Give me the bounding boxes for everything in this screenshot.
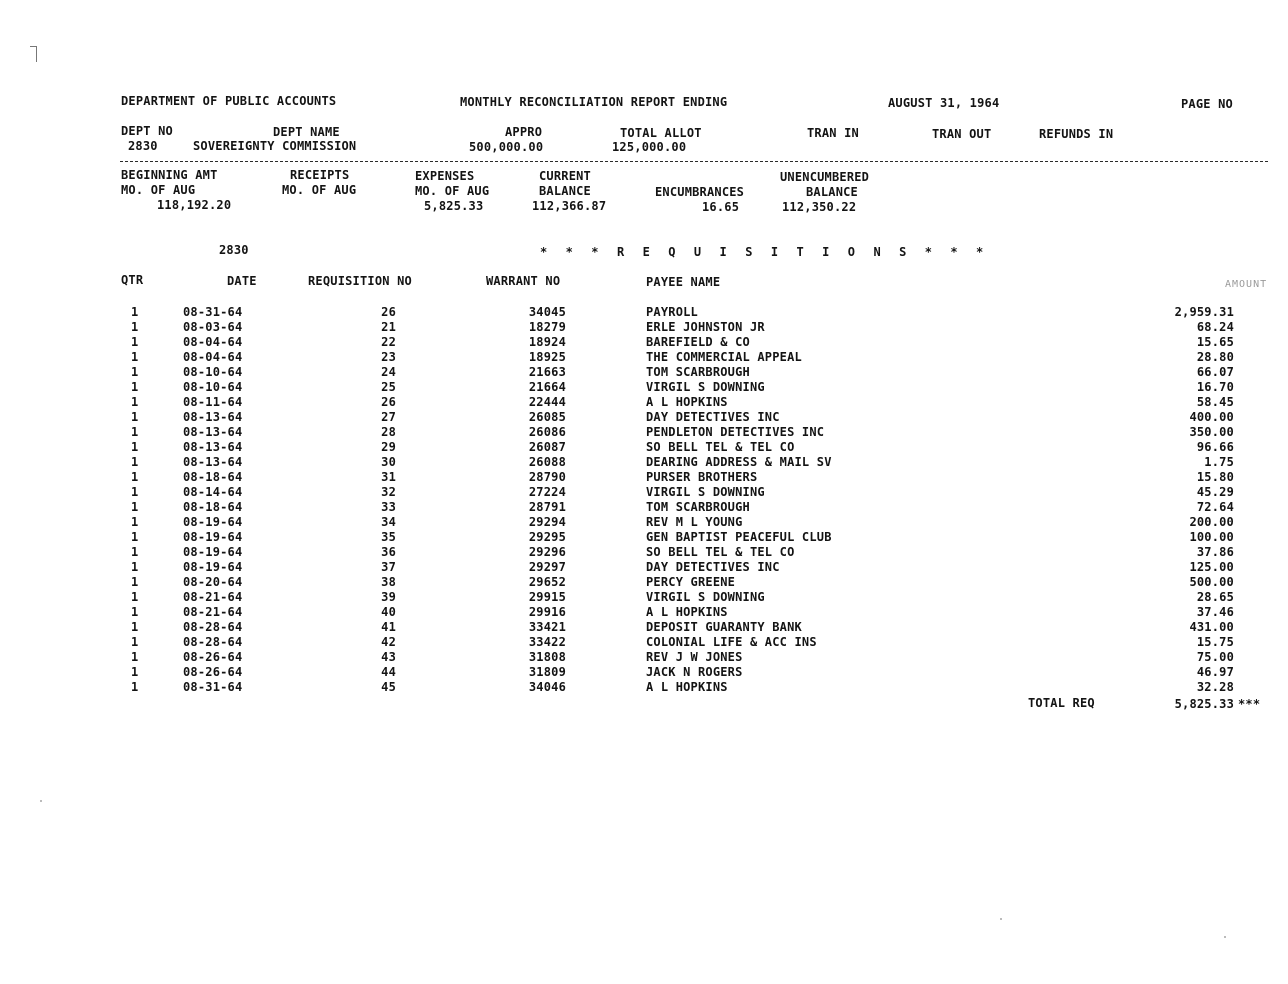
cell-payee-name: TOM SCARBROUGH [646, 365, 750, 379]
cell-requisition-no: 36 [381, 545, 396, 559]
cell-qtr: 1 [131, 350, 139, 364]
cell-payee-name: COLONIAL LIFE & ACC INS [646, 635, 817, 649]
cell-qtr: 1 [131, 395, 139, 409]
cell-requisition-no: 40 [381, 605, 396, 619]
report-date: AUGUST 31, 1964 [888, 96, 1000, 110]
cell-amount: 68.24 [1196, 320, 1234, 334]
expenses-label: EXPENSES [415, 169, 475, 183]
cell-requisition-no: 31 [381, 470, 396, 484]
cell-payee-name: A L HOPKINS [646, 605, 728, 619]
unencumbered-label: UNENCUMBERED [780, 170, 870, 184]
cell-requisition-no: 23 [381, 350, 396, 364]
cell-payee-name: PURSER BROTHERS [646, 470, 758, 484]
cell-amount: 2,959.31 [1174, 305, 1234, 319]
table-row [0, 665, 1288, 680]
cell-payee-name: DAY DETECTIVES INC [646, 560, 780, 574]
col-header-warrant-no: WARRANT NO [486, 274, 561, 288]
current-balance-value: 112,366.87 [532, 199, 607, 213]
table-row [0, 485, 1288, 500]
cell-amount: 100.00 [1189, 530, 1234, 544]
cell-date: 08-21-64 [183, 605, 243, 619]
cell-payee-name: PERCY GREENE [646, 575, 736, 589]
cell-amount: 500.00 [1189, 575, 1234, 589]
cell-qtr: 1 [131, 530, 139, 544]
separator-line [120, 161, 1268, 162]
table-row [0, 470, 1288, 485]
dept-no-value: 2830 [128, 139, 158, 153]
cell-date: 08-19-64 [183, 530, 243, 544]
table-row [0, 425, 1288, 440]
cell-amount: 15.65 [1196, 335, 1234, 349]
cell-date: 08-28-64 [183, 620, 243, 634]
cell-date: 08-13-64 [183, 440, 243, 454]
appro-value: 500,000.00 [469, 140, 544, 154]
total-allot-value: 125,000.00 [612, 140, 687, 154]
cell-requisition-no: 37 [381, 560, 396, 574]
cell-requisition-no: 21 [381, 320, 396, 334]
cell-qtr: 1 [131, 440, 139, 454]
cell-amount: 431.00 [1189, 620, 1234, 634]
cell-requisition-no: 30 [381, 455, 396, 469]
table-row [0, 605, 1288, 620]
cell-date: 08-14-64 [183, 485, 243, 499]
cell-requisition-no: 42 [381, 635, 396, 649]
table-row [0, 365, 1288, 380]
cell-requisition-no: 27 [381, 410, 396, 424]
cell-amount: 72.64 [1196, 500, 1234, 514]
cell-warrant-no: 29297 [528, 560, 566, 574]
cell-amount: 32.28 [1196, 680, 1234, 694]
cell-date: 08-19-64 [183, 515, 243, 529]
cell-payee-name: PENDLETON DETECTIVES INC [646, 425, 825, 439]
section-title: * * * R E Q U I S I T I O N S * * * [540, 245, 989, 259]
cell-qtr: 1 [131, 320, 139, 334]
cell-qtr: 1 [131, 605, 139, 619]
cell-payee-name: TOM SCARBROUGH [646, 500, 750, 514]
cell-requisition-no: 35 [381, 530, 396, 544]
cell-payee-name: SO BELL TEL & TEL CO [646, 440, 795, 454]
table-row [0, 680, 1288, 695]
cell-warrant-no: 26087 [528, 440, 566, 454]
cell-amount: 46.97 [1196, 665, 1234, 679]
scan-speck [1224, 936, 1226, 938]
cell-warrant-no: 29915 [528, 590, 566, 604]
tran-out-label: TRAN OUT [932, 127, 992, 141]
cell-date: 08-19-64 [183, 560, 243, 574]
total-allot-label: TOTAL ALLOT [620, 126, 702, 140]
cell-amount: 1.75 [1204, 455, 1234, 469]
cell-requisition-no: 34 [381, 515, 396, 529]
table-row [0, 620, 1288, 635]
cell-payee-name: A L HOPKINS [646, 680, 728, 694]
cell-payee-name: REV M L YOUNG [646, 515, 743, 529]
cell-requisition-no: 24 [381, 365, 396, 379]
cell-warrant-no: 21664 [528, 380, 566, 394]
cell-warrant-no: 31809 [528, 665, 566, 679]
unencumbered-sublabel: BALANCE [806, 185, 858, 199]
cell-requisition-no: 43 [381, 650, 396, 664]
table-row [0, 380, 1288, 395]
cell-qtr: 1 [131, 620, 139, 634]
current-balance-label: CURRENT [539, 169, 591, 183]
cell-amount: 37.46 [1196, 605, 1234, 619]
cell-date: 08-13-64 [183, 410, 243, 424]
table-row [0, 575, 1288, 590]
expenses-sublabel: MO. OF AUG [415, 184, 490, 198]
table-row [0, 410, 1288, 425]
cell-date: 08-18-64 [183, 500, 243, 514]
cell-date: 08-13-64 [183, 425, 243, 439]
cell-requisition-no: 39 [381, 590, 396, 604]
cell-payee-name: BAREFIELD & CO [646, 335, 750, 349]
table-row [0, 335, 1288, 350]
table-row [0, 545, 1288, 560]
report-title: MONTHLY RECONCILIATION REPORT ENDING [460, 95, 728, 109]
cell-payee-name: A L HOPKINS [646, 395, 728, 409]
expenses-value: 5,825.33 [424, 199, 484, 213]
cell-qtr: 1 [131, 335, 139, 349]
cell-qtr: 1 [131, 680, 139, 694]
cell-warrant-no: 29294 [528, 515, 566, 529]
cell-requisition-no: 22 [381, 335, 396, 349]
cell-qtr: 1 [131, 305, 139, 319]
table-row [0, 590, 1288, 605]
cell-requisition-no: 44 [381, 665, 396, 679]
encumbrances-value: 16.65 [702, 200, 740, 214]
cell-date: 08-20-64 [183, 575, 243, 589]
encumbrances-label: ENCUMBRANCES [655, 185, 745, 199]
dept-no-label: DEPT NO [121, 124, 173, 138]
cell-warrant-no: 21663 [528, 365, 566, 379]
cell-warrant-no: 29916 [528, 605, 566, 619]
table-row [0, 395, 1288, 410]
cell-payee-name: DEPOSIT GUARANTY BANK [646, 620, 802, 634]
col-header-payee-name: PAYEE NAME [646, 275, 721, 289]
table-row [0, 635, 1288, 650]
cell-requisition-no: 25 [381, 380, 396, 394]
cell-qtr: 1 [131, 500, 139, 514]
col-header-requisition-no: REQUISITION NO [308, 274, 412, 288]
cell-qtr: 1 [131, 425, 139, 439]
cell-amount: 15.75 [1196, 635, 1234, 649]
table-row [0, 350, 1288, 365]
cell-date: 08-10-64 [183, 380, 243, 394]
cell-date: 08-11-64 [183, 395, 243, 409]
cell-date: 08-31-64 [183, 680, 243, 694]
cell-qtr: 1 [131, 665, 139, 679]
cell-payee-name: DEARING ADDRESS & MAIL SV [646, 455, 832, 469]
cell-payee-name: GEN BAPTIST PEACEFUL CLUB [646, 530, 832, 544]
receipts-sublabel: MO. OF AUG [282, 183, 357, 197]
table-row [0, 515, 1288, 530]
cell-date: 08-31-64 [183, 305, 243, 319]
cell-warrant-no: 18279 [528, 320, 566, 334]
page-number-label: PAGE NO [1181, 97, 1233, 111]
cell-warrant-no: 29652 [528, 575, 566, 589]
cell-requisition-no: 26 [381, 305, 396, 319]
cell-amount: 125.00 [1189, 560, 1234, 574]
scan-speck [1000, 918, 1002, 920]
cell-qtr: 1 [131, 470, 139, 484]
cell-requisition-no: 45 [381, 680, 396, 694]
cell-qtr: 1 [131, 575, 139, 589]
cell-amount: 75.00 [1196, 650, 1234, 664]
cell-warrant-no: 31808 [528, 650, 566, 664]
receipts-label: RECEIPTS [290, 168, 350, 182]
cell-amount: 66.07 [1196, 365, 1234, 379]
cell-qtr: 1 [131, 590, 139, 604]
table-row [0, 500, 1288, 515]
table-row [0, 305, 1288, 320]
cell-payee-name: SO BELL TEL & TEL CO [646, 545, 795, 559]
cell-warrant-no: 33422 [528, 635, 566, 649]
unencumbered-value: 112,350.22 [782, 200, 857, 214]
cell-payee-name: ERLE JOHNSTON JR [646, 320, 765, 334]
cell-date: 08-26-64 [183, 665, 243, 679]
cell-date: 08-03-64 [183, 320, 243, 334]
table-row [0, 650, 1288, 665]
cell-warrant-no: 34046 [528, 680, 566, 694]
cell-requisition-no: 26 [381, 395, 396, 409]
total-marker: *** [1238, 697, 1261, 711]
col-header-qtr: QTR [121, 273, 144, 287]
cell-warrant-no: 29295 [528, 530, 566, 544]
cell-payee-name: REV J W JONES [646, 650, 743, 664]
cell-amount: 28.65 [1196, 590, 1234, 604]
total-label: TOTAL REQ [1028, 696, 1095, 710]
scan-speck [40, 800, 42, 802]
refunds-in-label: REFUNDS IN [1039, 127, 1114, 141]
cell-warrant-no: 33421 [528, 620, 566, 634]
cell-amount: 28.80 [1196, 350, 1234, 364]
cell-requisition-no: 41 [381, 620, 396, 634]
cell-qtr: 1 [131, 410, 139, 424]
cell-warrant-no: 26086 [528, 425, 566, 439]
cell-payee-name: VIRGIL S DOWNING [646, 590, 765, 604]
cell-qtr: 1 [131, 545, 139, 559]
cell-requisition-no: 33 [381, 500, 396, 514]
scan-margin-mark [36, 46, 37, 62]
cell-payee-name: VIRGIL S DOWNING [646, 485, 765, 499]
cell-payee-name: VIRGIL S DOWNING [646, 380, 765, 394]
cell-warrant-no: 26085 [528, 410, 566, 424]
cell-requisition-no: 29 [381, 440, 396, 454]
table-row [0, 440, 1288, 455]
cell-amount: 200.00 [1189, 515, 1234, 529]
cell-payee-name: PAYROLL [646, 305, 698, 319]
cell-qtr: 1 [131, 485, 139, 499]
cell-qtr: 1 [131, 380, 139, 394]
cell-amount: 400.00 [1189, 410, 1234, 424]
cell-warrant-no: 29296 [528, 545, 566, 559]
col-header-date: DATE [227, 274, 257, 288]
cell-date: 08-04-64 [183, 335, 243, 349]
cell-requisition-no: 38 [381, 575, 396, 589]
cell-warrant-no: 18925 [528, 350, 566, 364]
cell-amount: 45.29 [1196, 485, 1234, 499]
table-row [0, 530, 1288, 545]
cell-qtr: 1 [131, 560, 139, 574]
table-row [0, 560, 1288, 575]
current-balance-sublabel: BALANCE [539, 184, 591, 198]
cell-warrant-no: 27224 [528, 485, 566, 499]
cell-qtr: 1 [131, 455, 139, 469]
total-amount: 5,825.33 [1174, 697, 1234, 711]
cell-date: 08-26-64 [183, 650, 243, 664]
cell-amount: 15.80 [1196, 470, 1234, 484]
cell-payee-name: DAY DETECTIVES INC [646, 410, 780, 424]
cell-qtr: 1 [131, 635, 139, 649]
col-header-amount: AMOUNT [1225, 279, 1268, 290]
cell-requisition-no: 28 [381, 425, 396, 439]
cell-warrant-no: 18924 [528, 335, 566, 349]
cell-payee-name: THE COMMERCIAL APPEAL [646, 350, 802, 364]
cell-amount: 58.45 [1196, 395, 1234, 409]
cell-warrant-no: 34045 [528, 305, 566, 319]
beginning-amt-label: BEGINNING AMT [121, 168, 218, 182]
cell-qtr: 1 [131, 365, 139, 379]
cell-date: 08-18-64 [183, 470, 243, 484]
cell-qtr: 1 [131, 515, 139, 529]
beginning-amt-sublabel: MO. OF AUG [121, 183, 196, 197]
cell-warrant-no: 22444 [528, 395, 566, 409]
cell-requisition-no: 32 [381, 485, 396, 499]
appro-label: APPRO [505, 125, 543, 139]
cell-date: 08-13-64 [183, 455, 243, 469]
beginning-amt-value: 118,192.20 [157, 198, 232, 212]
cell-date: 08-10-64 [183, 365, 243, 379]
scan-margin-mark [30, 46, 37, 47]
dept-name-value: SOVEREIGNTY COMMISSION [193, 139, 357, 153]
tran-in-label: TRAN IN [807, 126, 859, 140]
section-dept-no: 2830 [219, 243, 249, 257]
agency-name: DEPARTMENT OF PUBLIC ACCOUNTS [121, 94, 337, 108]
cell-qtr: 1 [131, 650, 139, 664]
cell-amount: 37.86 [1196, 545, 1234, 559]
cell-date: 08-21-64 [183, 590, 243, 604]
cell-warrant-no: 28791 [528, 500, 566, 514]
dept-name-label: DEPT NAME [273, 125, 340, 139]
cell-amount: 350.00 [1189, 425, 1234, 439]
cell-date: 08-04-64 [183, 350, 243, 364]
cell-warrant-no: 28790 [528, 470, 566, 484]
cell-payee-name: JACK N ROGERS [646, 665, 743, 679]
cell-date: 08-28-64 [183, 635, 243, 649]
table-row [0, 455, 1288, 470]
cell-amount: 16.70 [1196, 380, 1234, 394]
cell-warrant-no: 26088 [528, 455, 566, 469]
cell-date: 08-19-64 [183, 545, 243, 559]
table-row [0, 320, 1288, 335]
cell-amount: 96.66 [1196, 440, 1234, 454]
